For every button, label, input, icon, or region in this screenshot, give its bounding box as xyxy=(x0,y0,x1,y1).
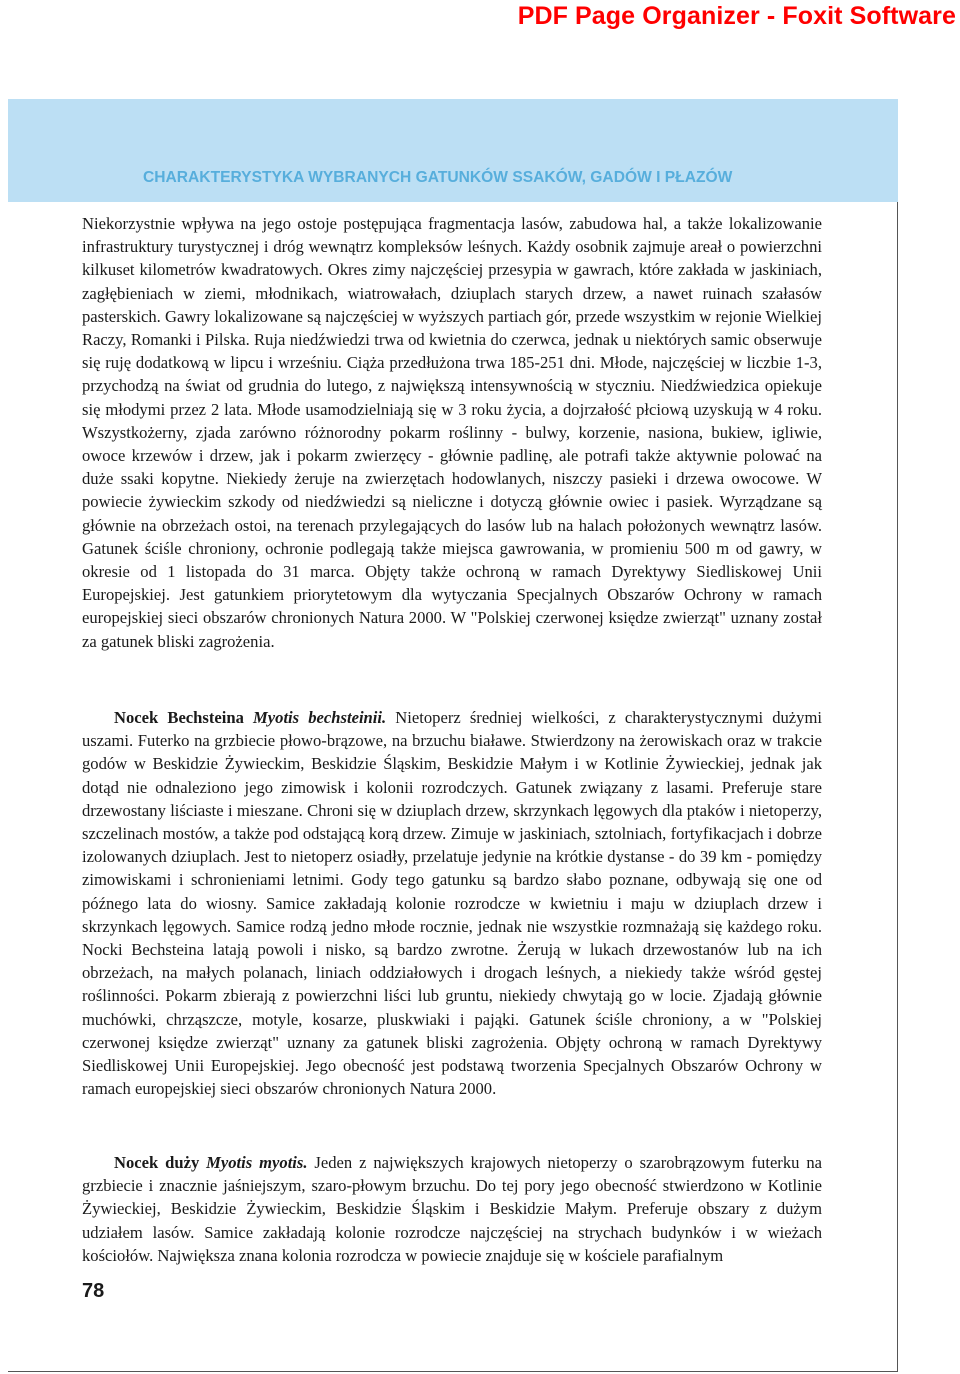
species-latin-name: Myotis bechsteinii. xyxy=(253,708,387,727)
paragraph-bechsteins-bat xyxy=(82,706,822,1100)
paragraph-text: Jeden z największych krajowych nietoperzy o szarobrązowym futerku na grzbiecie i znacznie jaśniejszym, szaro-płowym brzuchu. Do tej pory jego obecność stwierdzono w Kotlinie Żywieckiej, Beskidzie Żywieckim, Beskidzie Śląskim i Beskidzie Małym. Preferuje obszary z dużym udziałem lasów. Samice zakładają kolonie rozrodcze najczęściej na strychach budynków i w wieżach kościołów. Największa znana kolonia rozrodcza w powiecie znajduje się w kościele parafialnym xyxy=(82,1153,822,1265)
pdf-watermark: PDF Page Organizer - Foxit Software xyxy=(517,2,956,30)
page-number: 78 xyxy=(82,1280,105,1302)
section-title: CHARAKTERYSTYKA WYBRANYCH GATUNKÓW SSAKÓW, GADÓW I PŁAZÓW xyxy=(143,169,733,186)
species-name: Nocek duży xyxy=(114,1153,200,1172)
species-name: Nocek Bechsteina xyxy=(114,708,244,727)
paragraph-greater-mouse-eared-bat xyxy=(82,1151,822,1267)
paragraph-text: Nietoperz średniej wielkości, z charakterystycznymi dużymi uszami. Futerko na grzbiecie płowo-brązowe, na brzuchu białawe. Stwierdzony na żerowiskach oraz w trakcie godów w Beskidzie Żywieckim, Beskidzie Śląskim, Beskidzie Małym i w Kotlinie Żywieckiej, jednak jak dotąd nie odnaleziono jego zimowisk i kolonii rozrodczych. Gatunek związany z lasami. Preferuje stare drzewostany liściaste i mieszane. Chroni się w dziuplach drzew, skrzynkach lęgowych dla ptaków i nietoperzy, szczelinach mostów, a także pod odstającą korą drzew. Zimuje w jaskiniach, sztolniach, fortyfikacjach i dobrze izolowanych dziuplach. Jest to nietoperz osiadły, przelatuje jedynie na krótkie dystanse - do 39 km - pomiędzy zimowiskami i schronieniami letnimi. Gody tego gatunku są bardzo słabo poznane, odbywają się one od późnego lata do wiosny. Samice zakładają kolonie rozrodcze w kwietniu i maju w dziuplach drzew i skrzynkach lęgowych. Samice rodzą jedno młode rocznie, jednak nie wszystkie rozmnażają się każdego roku. Nocki Bechsteina latają powoli i nisko, są bardzo zwrotne. Żerują w lukach drzewostanów lub na ich obrzeżach, na małych polanach, liniach oddziałowych i drogach leśnych, a niekiedy także wśród gęstej roślinności. Pokarm zbierają z powierzchni liści lub gruntu, niekiedy chwytają go w locie. Zjadają głównie muchówki, chrząszcze, motyle, kosarze, pluskwiaki i pająki. Gatunek ściśle chroniony, a w "Polskiej czerwonej księdze zwierząt" uznany za gatunek bliski zagrożenia. Objęty ochroną w ramach Dyrektywy Siedliskowej Unii Europejskiej. Jego obecność jest podstawą tworzenia Specjalnych Obszarów Ochrony w ramach europejskiej sieci obszarów chronionych Natura 2000. xyxy=(82,708,822,1099)
species-latin-name: Myotis myotis. xyxy=(206,1153,308,1172)
paragraph-bear: Niekorzystnie wpływa na jego ostoje postępująca fragmentacja lasów, zabudowa hal, a także lokalizowanie infrastruktury turystycznej i dróg wewnątrz kompleksów leśnych. Każdy osobnik zajmuje areał o powierzchni kilkuset kilometrów kwadratowych. Okres zimy najczęściej przesypia w gawrach, które zakłada w jaskiniach, zagłębieniach w ziemi, młodnikach, wiatrowałach, dziuplach starych drzew, a nawet ruinach szałasów pasterskich. Gawry lokalizowane są najczęściej w wyższych partiach gór, przede wszystkim w rejonie Wielkiej Raczy, Romanki i Pilska. Ruja niedźwiedzi trwa od kwietnia do czerwca, jednak u niektórych samic obserwuje się ruję dodatkową w lipcu i wrześniu. Ciąża przedłużona trwa 185-251 dni. Młode, najczęściej w liczbie 1-3, przychodzą na świat od grudnia do lutego, z największą intensywnością w styczniu. Niedźwiedzica opiekuje się młodymi przez 2 lata. Młode usamodzielniają się w 3 roku życia, a dojrzałość płciową uzyskują w 4 roku. Wszystkożerny, zjada zarówno różnorodny pokarm roślinny - bulwy, korzenie, nasiona, bukiew, igliwie, owoce krzewów i drzew, jak i pokarm zwierzęcy - głównie padlinę, ale potrafi także aktywnie polować na duże ssaki kopytne. Niekiedy żeruje na zwierzętach hodowlanych, niszczy pasieki i drzewa owocowe. W powiecie żywieckim szkody od niedźwiedzi są nieliczne i dotyczą głównie owiec i pasiek. Wyrządzane są głównie na obrzeżach ostoi, na terenach przylegających do lasów lub na halach położonych wewnątrz lasów. Gatunek ściśle chroniony, ochronie podlegają także miejsca gawrowania, w promieniu 500 m od gawry, w okresie od 1 listopada do 31 marca. Objęty także ochroną w ramach Dyrektywy Siedliskowej Unii Europejskiej. Jest gatunkiem priorytetowym dla wytyczania Specjalnych Obszarów Ochrony w ramach europejskiej sieci obszarów chronionych Natura 2000. W "Polskiej czerwonej księdze zwierząt" uznany został za gatunek bliski zagrożenia. xyxy=(82,214,822,651)
